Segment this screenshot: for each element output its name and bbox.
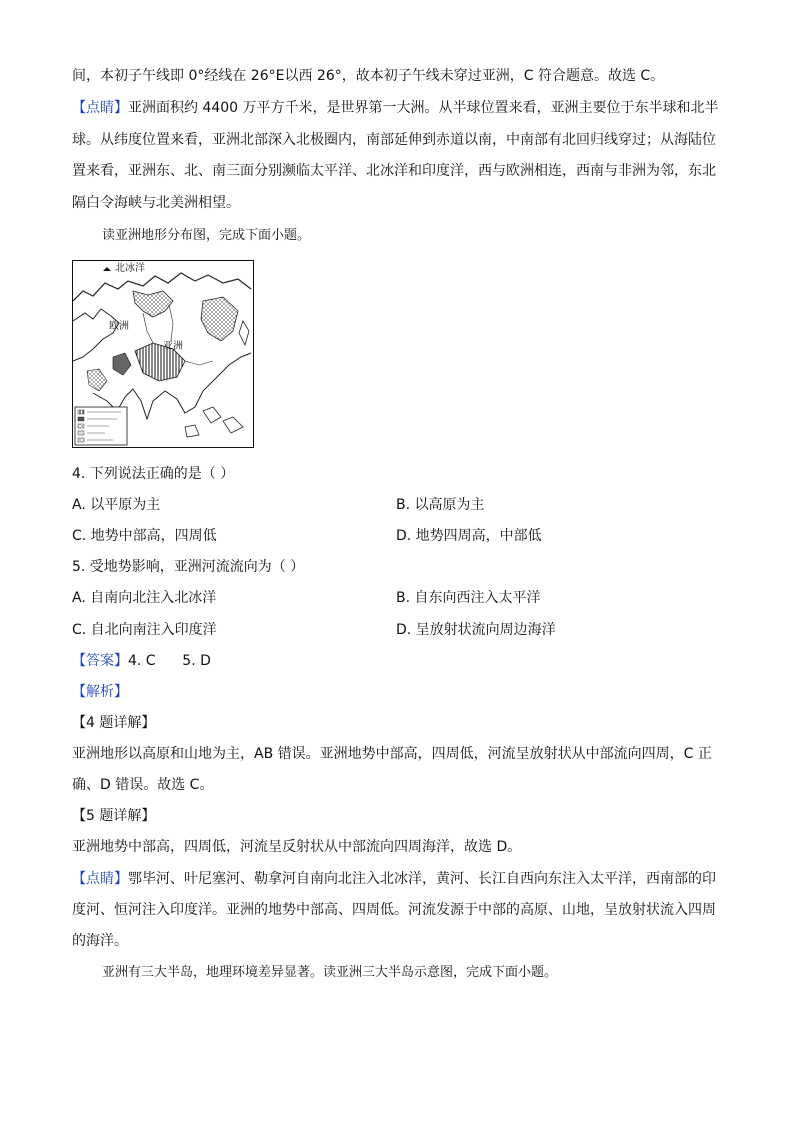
label-europe: 欧洲 (109, 321, 129, 332)
label-arctic-ocean: 北冰洋 (115, 263, 145, 274)
q5-option-c: C. 自北向南注入印度洋 (72, 622, 217, 638)
q5-option-d: D. 呈放射状流向周边海洋 (396, 622, 556, 638)
text-line: 置来看，亚洲东、北、南三面分别濒临太平洋、北冰洋和印度洋，西与欧洲相连，西南与非洲为邻，东北 (72, 163, 716, 179)
q4-detail-tag: 【4 题详解】 (72, 715, 156, 731)
q4-option-d: D. 地势四周高，中部低 (396, 528, 542, 544)
label-asia: 亚洲 (163, 341, 183, 352)
q4-option-b: B. 以高原为主 (396, 497, 485, 513)
q4-option-c: C. 地势中部高，四周低 (72, 528, 217, 544)
tip-line: 的海洋。 (72, 933, 128, 949)
question-intro: 读亚洲地形分布图，完成下面小题。 (102, 228, 311, 243)
q4-option-a: A. 以平原为主 (72, 497, 161, 513)
question-4-stem: 4. 下列说法正确的是（ ） (72, 466, 235, 482)
tip-paragraph-line (72, 98, 719, 118)
tip-tag: 【点睛】 (72, 100, 128, 116)
question-intro: 亚洲有三大半岛，地理环境差异显著。读亚洲三大半岛示意图，完成下面小题。 (102, 965, 558, 980)
answer-tag: 【答案】 (72, 653, 128, 669)
q5-detail-line: 亚洲地势中部高，四周低，河流呈反射状从中部流向四周海洋，故选 D。 (72, 839, 522, 855)
analysis-tag: 【解析】 (72, 684, 128, 700)
q5-option-a: A. 自南向北注入北冰洋 (72, 590, 217, 606)
q5-option-b: B. 自东向西注入太平洋 (396, 590, 541, 606)
map-graphic (73, 261, 253, 447)
q4-detail-line: 亚洲地形以高原和山地为主，AB 错误。亚洲地势中部高，四周低，河流呈放射状从中部流向四周，C 正 (72, 746, 712, 762)
answer-line (72, 651, 211, 671)
tip-text: 鄂毕河、叶尼塞河、勒拿河自南向北注入北冰洋，黄河、长江自西向东注入太平洋，西南部的印 (128, 871, 716, 887)
q4-detail-line: 确、D 错误。故选 C。 (72, 777, 214, 793)
tip-line: 度河、恒河注入印度洋。亚洲的地势中部高、四周低。河流发源于中部的高原、山地，呈放射状流入四周 (72, 902, 716, 918)
answer-text: 4. C 5. D (128, 653, 211, 669)
tip-tag: 【点睛】 (72, 871, 128, 887)
text-line: 隔白令海峡与北美洲相望。 (72, 195, 240, 211)
question-5-stem: 5. 受地势影响，亚洲河流流向为（ ） (72, 559, 305, 575)
asia-terrain-map (72, 260, 254, 448)
text-line: 球。从纬度位置来看，亚洲北部深入北极圈内，南部延伸到赤道以南，中南部有北回归线穿过；从海陆位 (72, 132, 716, 148)
q5-detail-tag: 【5 题详解】 (72, 808, 156, 824)
tip-text: 亚洲面积约 4400 万平方千米，是世界第一大洲。从半球位置来看，亚洲主要位于东半球和北半 (128, 100, 719, 116)
tip-line (72, 869, 716, 889)
text-line: 间，本初子午线即 0°经线在 26°E以西 26°，故本初子午线未穿过亚洲，C 符合题意。故选 C。 (72, 68, 665, 84)
